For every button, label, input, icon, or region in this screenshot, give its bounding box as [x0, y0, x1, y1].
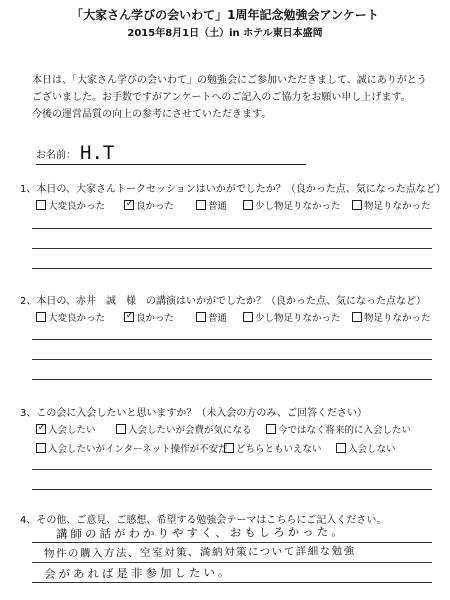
option-checkbox[interactable]	[352, 310, 431, 324]
survey-subtitle: 2015年8月1日（土）in ホテル東日本盛岡	[127, 28, 323, 39]
option-checkbox[interactable]	[124, 310, 174, 324]
option-label: 普通	[208, 201, 228, 212]
option-checkbox[interactable]	[352, 198, 431, 212]
option-label: 良かった	[136, 201, 175, 212]
option-label: 物足りなかった	[364, 201, 431, 212]
answer-line	[32, 489, 432, 490]
question-4: 4、その他、ご意見、ご感想、希望する勉強会テーマはこちらにご記入ください。	[20, 515, 387, 526]
option-label: 少し物足りなかった	[255, 201, 341, 212]
answer-line	[32, 469, 432, 470]
option-checkbox[interactable]	[196, 198, 227, 212]
question-2: 2、本日の、赤井 誠 様 の講演はいかがでしたか？（良かった点、気になった点など）	[20, 296, 426, 307]
answer-line	[32, 582, 432, 583]
check-mark-icon: ✓	[37, 423, 46, 433]
name-value: H.T	[80, 142, 115, 164]
answer-line	[32, 359, 432, 360]
option-checkbox[interactable]	[36, 310, 105, 324]
intro-line: 本日は、「大家さん学びの会いわて」の勉強会にご参加いただきまして、誠にありがとう	[32, 75, 427, 86]
option-label: 良かった	[136, 313, 175, 324]
option-label: 大変良かった	[48, 201, 106, 212]
option-checkbox[interactable]	[243, 310, 341, 324]
answer-line	[32, 268, 432, 269]
option-label: どちらともいえない	[236, 444, 322, 455]
answer-line	[32, 228, 432, 229]
answer-line	[32, 562, 432, 563]
check-mark-icon: ✓	[125, 199, 134, 209]
option-checkbox[interactable]	[124, 198, 174, 212]
question-3: 3、この会に入会したいと思いますか？（未入会の方のみ、ご回答ください）	[20, 408, 367, 419]
option-checkbox[interactable]	[336, 441, 396, 455]
option-label: 入会したいがインターネット操作が不安だ	[48, 444, 228, 455]
check-mark-icon: ✓	[125, 311, 134, 321]
option-checkbox[interactable]	[36, 198, 105, 212]
name-label: お名前：	[36, 150, 76, 161]
name-field[interactable]	[36, 142, 306, 165]
survey-title: 「大家さん学びの会いわて」1周年記念勉強会アンケート	[71, 8, 379, 22]
option-checkbox[interactable]	[36, 422, 96, 436]
intro-line: 今後の運営品質の向上の参考にさせていただきます。	[32, 109, 272, 120]
handwritten-answer-line: 会があれば是非参加したい。	[43, 565, 233, 582]
option-checkbox[interactable]	[243, 198, 341, 212]
handwritten-answer-line: 物件の購入方法、空室対策、満納対策について詳細な勉強	[43, 545, 356, 561]
question-1: 1、本日の、大家さんトークセッションはいかがでしたか？（良かった点、気になった点など）	[20, 184, 446, 195]
option-label: 今ではなく将来的に入会したい	[278, 425, 412, 436]
handwritten-answer-line: 講師の話がわかりやすく、おもしろかった。	[55, 524, 346, 542]
answer-line	[32, 379, 432, 380]
option-checkbox[interactable]	[116, 422, 252, 436]
option-label: 普通	[208, 313, 228, 324]
answer-line	[32, 339, 432, 340]
intro-text	[32, 72, 432, 123]
answer-line	[32, 248, 432, 249]
option-label: 少し物足りなかった	[255, 313, 341, 324]
option-label: 入会しない	[348, 444, 396, 455]
option-label: 入会したいが会費が気になる	[128, 425, 252, 436]
option-checkbox[interactable]	[196, 310, 227, 324]
option-label: 入会したい	[48, 425, 96, 436]
option-checkbox[interactable]	[224, 441, 322, 455]
option-label: 物足りなかった	[364, 313, 431, 324]
option-checkbox[interactable]	[266, 422, 411, 436]
answer-line	[32, 542, 432, 543]
option-checkbox[interactable]	[36, 441, 228, 455]
intro-line: ございました。お手数ですがアンケートへのご記入のご協力をお願い申し上げます。	[32, 92, 411, 103]
option-label: 大変良かった	[48, 313, 106, 324]
